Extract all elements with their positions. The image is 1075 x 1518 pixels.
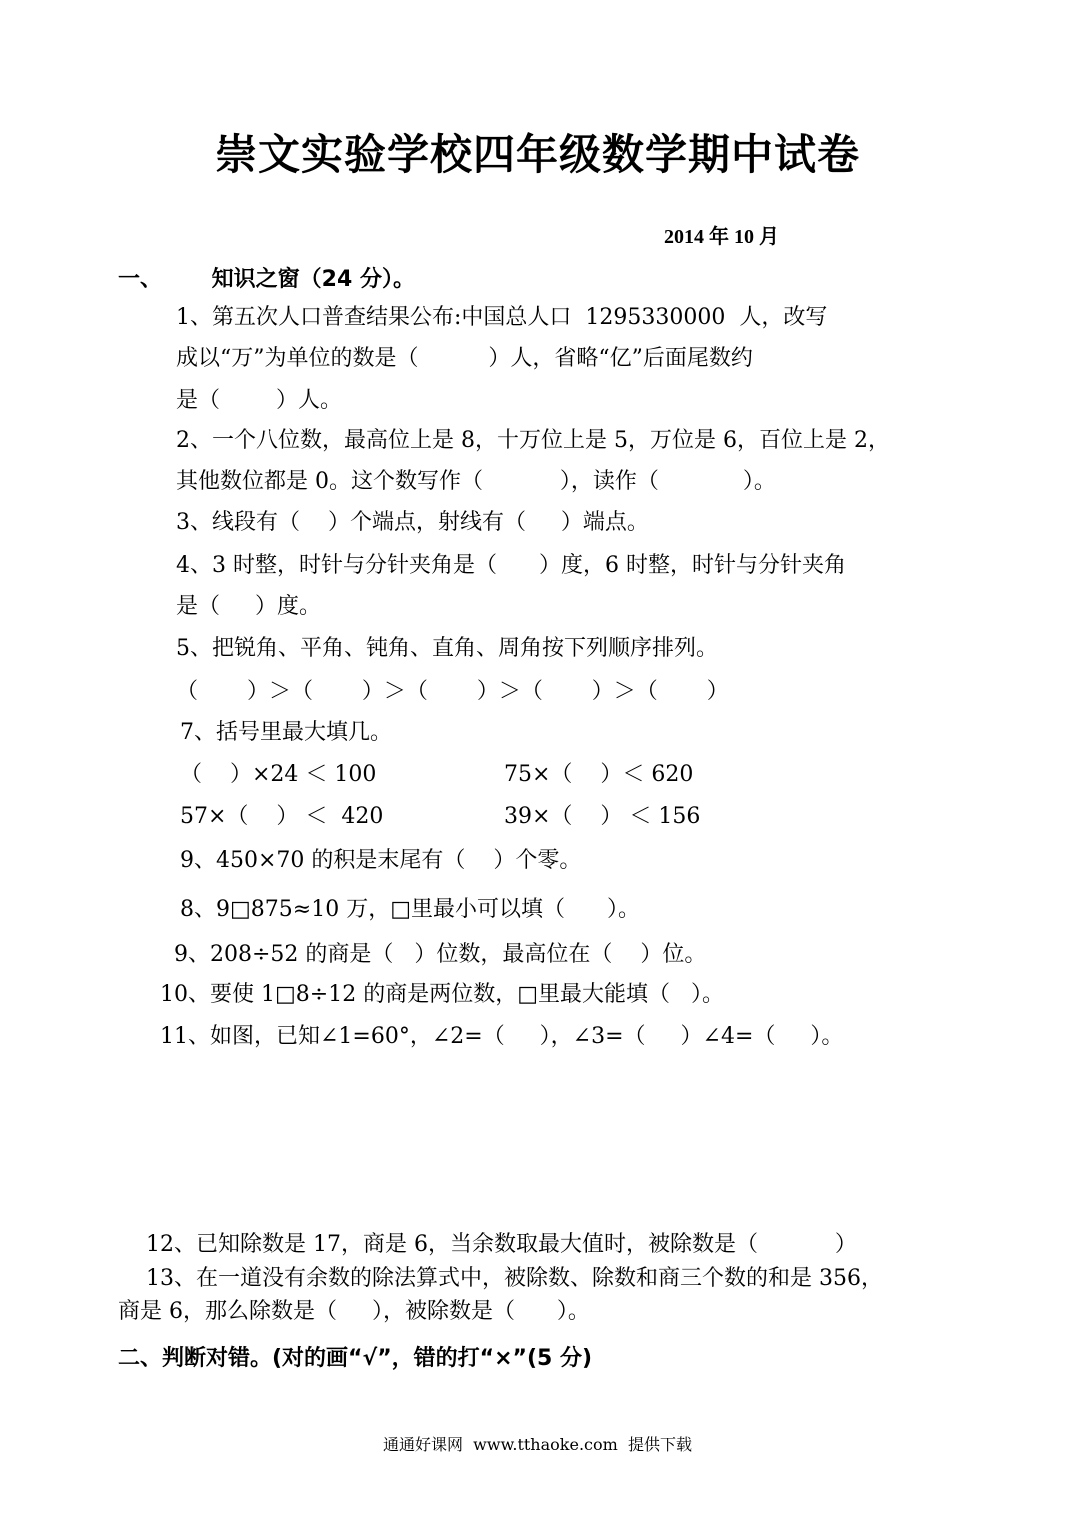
question-line: 9、450×70 的积是末尾有（ ）个零。 [180, 848, 582, 873]
question-line: （ ）×24 ＜ 100 [180, 762, 377, 787]
question-line: 10、要使 1□8÷12 的商是两位数，□里最大能填（ ）。 [160, 982, 724, 1007]
question-line: 39×（ ） ＜ 156 [504, 804, 701, 829]
question-line: 3、线段有（ ）个端点，射线有（ ）端点。 [176, 510, 649, 535]
question-line: 是（ ）人。 [176, 388, 342, 413]
question-line: 9、208÷52 的商是（ ）位数，最高位在（ ）位。 [174, 942, 707, 967]
question-line: 12、已知除数是 17，商是 6，当余数取最大值时，被除数是（ ） [146, 1232, 857, 1257]
question-line: 5、把锐角、平角、钝角、直角、周角按下列顺序排列。 [176, 636, 718, 661]
question-line: 8、9□875≈10 万，□里最小可以填（ ）。 [180, 897, 640, 922]
section-2-heading: 二、判断对错。(对的画“√”，错的打“×”(5 分) [118, 1346, 593, 1371]
question-line: 成以“万”为单位的数是（ ）人，省略“亿”后面尾数约 [176, 346, 753, 371]
question-line: 其他数位都是 0。这个数写作（ ），读作（ ）。 [176, 469, 776, 494]
question-line: 商是 6，那么除数是（ ），被除数是（ ）。 [118, 1299, 590, 1324]
question-line: 13、在一道没有余数的除法算式中，被除数、除数和商三个数的和是 356， [146, 1266, 883, 1291]
question-line: 75×（ ）＜ 620 [504, 762, 694, 787]
footer-credit: 通通好课网 www.tthaoke.com 提供下载 [383, 1435, 692, 1454]
question-line: 4、3 时整，时针与分针夹角是（ ）度，6 时整，时针与分针夹角 [176, 553, 846, 578]
question-line: 1、第五次人口普查结果公布:中国总人口 1295330000 人，改写 [176, 305, 828, 330]
question-line: 57×（ ） ＜ 420 [180, 804, 384, 829]
question-line: 2、一个八位数，最高位上是 8，十万位上是 5，万位是 6，百位上是 2， [176, 428, 890, 453]
section-1-heading [118, 262, 415, 293]
section-1-title: 知识之窗（24 分）。 [211, 267, 415, 292]
exam-date: 2014 年 10 月 [664, 226, 779, 248]
question-line: 7、括号里最大填几。 [180, 720, 392, 745]
question-line: 11、如图，已知∠1=60°，∠2=（ ），∠3=（ ）∠4=（ ）。 [160, 1024, 844, 1049]
question-line: 是（ ）度。 [176, 594, 321, 619]
exam-title: 崇文实验学校四年级数学期中试卷 [214, 130, 860, 179]
question-line: （ ）＞（ ）＞（ ）＞（ ）＞（ ） [176, 679, 729, 704]
section-1-number: 一、 [118, 267, 163, 292]
